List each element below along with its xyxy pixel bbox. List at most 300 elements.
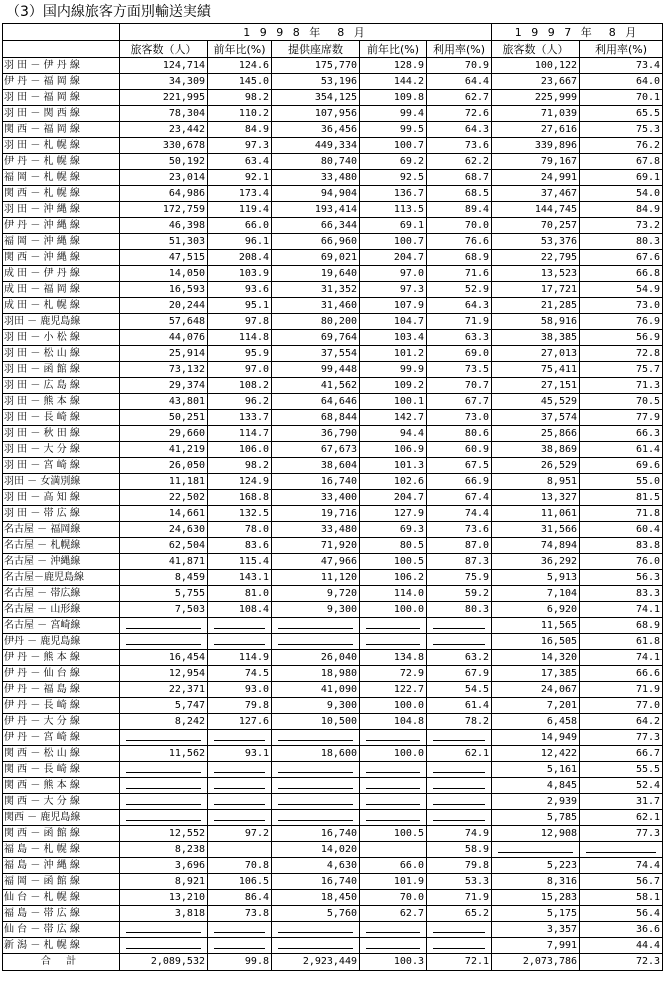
cell-load-factor-1997: 36.6 xyxy=(580,922,663,938)
empty-cell xyxy=(360,938,427,954)
cell-passengers-1997: 14,320 xyxy=(492,650,580,666)
cell-seats: 31,352 xyxy=(272,282,360,298)
table-row xyxy=(3,842,663,858)
route-name: 伊 丹 － 宮 崎 線 xyxy=(3,730,120,746)
route-name: 羽 田 － 札 幌 線 xyxy=(3,138,120,154)
cell-yoy-seats: 134.8 xyxy=(360,650,427,666)
cell-yoy-passengers: 143.1 xyxy=(208,570,272,586)
cell-load-factor-1998: 87.0 xyxy=(427,538,492,554)
cell-passengers-1998: 16,454 xyxy=(120,650,208,666)
cell-yoy-seats: 204.7 xyxy=(360,250,427,266)
cell-load-factor-1998: 71.9 xyxy=(427,314,492,330)
cell-yoy-seats: 104.7 xyxy=(360,314,427,330)
route-name: 関 西 － 長 崎 線 xyxy=(3,762,120,778)
cell-passengers-1998: 12,954 xyxy=(120,666,208,682)
route-name: 羽 田 － 長 崎 線 xyxy=(3,410,120,426)
cell-passengers-1997: 17,385 xyxy=(492,666,580,682)
table-row xyxy=(3,362,663,378)
cell-passengers-1997: 38,385 xyxy=(492,330,580,346)
cell-seats: 16,740 xyxy=(272,474,360,490)
cell-seats: 71,920 xyxy=(272,538,360,554)
cell-yoy-seats: 66.0 xyxy=(360,858,427,874)
cell-load-factor-1997: 68.9 xyxy=(580,618,663,634)
route-name: 羽 田 － 秋 田 線 xyxy=(3,426,120,442)
empty-cell xyxy=(360,794,427,810)
route-name: 福 岡 － 沖 縄 線 xyxy=(3,234,120,250)
cell-passengers-1997: 74,894 xyxy=(492,538,580,554)
table-row xyxy=(3,650,663,666)
cell-yoy-passengers: 78.0 xyxy=(208,522,272,538)
cell-load-factor-1998: 58.9 xyxy=(427,842,492,858)
cell-load-factor-1997: 64.2 xyxy=(580,714,663,730)
empty-cell xyxy=(427,634,492,650)
cell-load-factor-1998: 74.4 xyxy=(427,506,492,522)
cell-yoy-seats: 113.5 xyxy=(360,202,427,218)
table-row xyxy=(3,778,663,794)
route-name: 福 島 － 札 幌 線 xyxy=(3,842,120,858)
table-row xyxy=(3,250,663,266)
cell-seats: 18,450 xyxy=(272,890,360,906)
route-name: 羽 田 － 広 島 線 xyxy=(3,378,120,394)
table-row xyxy=(3,874,663,890)
cell-yoy-seats: 101.9 xyxy=(360,874,427,890)
cell-yoy-passengers: 108.4 xyxy=(208,602,272,618)
route-name: 名古屋 － 山形線 xyxy=(3,602,120,618)
route-name: 羽 田 － 大 分 線 xyxy=(3,442,120,458)
cell-passengers-1998: 11,181 xyxy=(120,474,208,490)
cell-passengers-1998: 22,371 xyxy=(120,682,208,698)
cell-passengers-1998: 44,076 xyxy=(120,330,208,346)
table-row xyxy=(3,938,663,954)
cell-seats: 99,448 xyxy=(272,362,360,378)
cell-yoy-passengers: 93.0 xyxy=(208,682,272,698)
table-row xyxy=(3,666,663,682)
table-row xyxy=(3,522,663,538)
cell-seats: 175,770 xyxy=(272,58,360,74)
cell-load-factor-1998: 75.9 xyxy=(427,570,492,586)
cell-passengers-1997: 6,920 xyxy=(492,602,580,618)
cell-load-factor-1998: 71.9 xyxy=(427,890,492,906)
cell-yoy-seats: 122.7 xyxy=(360,682,427,698)
cell-yoy-seats: 97.3 xyxy=(360,282,427,298)
cell-passengers-1997: 5,223 xyxy=(492,858,580,874)
cell-load-factor-1998: 52.9 xyxy=(427,282,492,298)
cell-load-factor-1997: 75.7 xyxy=(580,362,663,378)
route-header-cell xyxy=(3,24,120,41)
cell-yoy-passengers: 132.5 xyxy=(208,506,272,522)
cell-passengers-1997: 14,949 xyxy=(492,730,580,746)
cell-passengers-1998: 14,661 xyxy=(120,506,208,522)
cell-yoy-seats: 106.2 xyxy=(360,570,427,586)
empty-cell xyxy=(120,794,208,810)
cell-passengers-1998: 2,089,532 xyxy=(120,954,208,971)
cell-seats: 33,480 xyxy=(272,170,360,186)
cell-yoy-seats: 100.0 xyxy=(360,698,427,714)
cell-passengers-1998: 64,986 xyxy=(120,186,208,202)
cell-yoy-passengers: 124.6 xyxy=(208,58,272,74)
table-body xyxy=(3,58,663,971)
table-row xyxy=(3,266,663,282)
cell-yoy-seats: 100.7 xyxy=(360,138,427,154)
cell-seats: 33,480 xyxy=(272,522,360,538)
cell-load-factor-1997: 54.9 xyxy=(580,282,663,298)
cell-yoy-seats: 69.2 xyxy=(360,154,427,170)
cell-seats: 41,090 xyxy=(272,682,360,698)
table-row xyxy=(3,378,663,394)
cell-yoy-seats: 100.0 xyxy=(360,746,427,762)
empty-cell xyxy=(360,730,427,746)
cell-seats: 9,720 xyxy=(272,586,360,602)
table-row xyxy=(3,74,663,90)
cell-load-factor-1997: 74.4 xyxy=(580,858,663,874)
empty-cell xyxy=(120,618,208,634)
cell-passengers-1997: 27,616 xyxy=(492,122,580,138)
cell-passengers-1997: 8,951 xyxy=(492,474,580,490)
cell-load-factor-1998: 70.9 xyxy=(427,58,492,74)
empty-cell xyxy=(208,810,272,826)
cell-passengers-1997: 12,908 xyxy=(492,826,580,842)
table-row xyxy=(3,554,663,570)
route-name: 伊 丹 － 大 分 線 xyxy=(3,714,120,730)
cell-seats: 11,120 xyxy=(272,570,360,586)
cell-passengers-1998: 8,921 xyxy=(120,874,208,890)
cell-load-factor-1997: 74.1 xyxy=(580,650,663,666)
cell-yoy-passengers: 103.9 xyxy=(208,266,272,282)
cell-passengers-1998: 34,309 xyxy=(120,74,208,90)
route-name: 伊 丹 － 札 幌 線 xyxy=(3,154,120,170)
table-row xyxy=(3,426,663,442)
cell-passengers-1997: 38,869 xyxy=(492,442,580,458)
cell-seats: 80,200 xyxy=(272,314,360,330)
cell-passengers-1997: 225,999 xyxy=(492,90,580,106)
cell-yoy-passengers: 66.0 xyxy=(208,218,272,234)
cell-passengers-1998: 29,374 xyxy=(120,378,208,394)
cell-load-factor-1998: 63.3 xyxy=(427,330,492,346)
table-row xyxy=(3,586,663,602)
cell-passengers-1998: 41,871 xyxy=(120,554,208,570)
table-row xyxy=(3,794,663,810)
cell-yoy-passengers: 98.2 xyxy=(208,458,272,474)
cell-passengers-1998: 16,593 xyxy=(120,282,208,298)
cell-yoy-passengers: 63.4 xyxy=(208,154,272,170)
col-header-passengers-1998: 旅客数（人） xyxy=(120,41,208,58)
cell-passengers-1998: 22,502 xyxy=(120,490,208,506)
cell-yoy-passengers: 97.2 xyxy=(208,826,272,842)
cell-yoy-seats: 80.5 xyxy=(360,538,427,554)
cell-yoy-seats: 94.4 xyxy=(360,426,427,442)
cell-yoy-seats: 100.3 xyxy=(360,954,427,971)
empty-cell xyxy=(120,778,208,794)
cell-passengers-1997: 45,529 xyxy=(492,394,580,410)
col-header-yoy-seats: 前年比(%) xyxy=(360,41,427,58)
route-name: 伊 丹 － 熊 本 線 xyxy=(3,650,120,666)
cell-passengers-1997: 4,845 xyxy=(492,778,580,794)
cell-passengers-1998: 13,210 xyxy=(120,890,208,906)
route-name: 関西 － 鹿児島線 xyxy=(3,810,120,826)
route-name: 成 田 － 伊 丹 線 xyxy=(3,266,120,282)
cell-load-factor-1998: 87.3 xyxy=(427,554,492,570)
route-name: 関 西 － 札 幌 線 xyxy=(3,186,120,202)
cell-load-factor-1997: 70.5 xyxy=(580,394,663,410)
cell-yoy-passengers: 95.1 xyxy=(208,298,272,314)
cell-load-factor-1998: 67.9 xyxy=(427,666,492,682)
cell-passengers-1997: 21,285 xyxy=(492,298,580,314)
cell-load-factor-1997: 44.4 xyxy=(580,938,663,954)
cell-yoy-passengers: 93.6 xyxy=(208,282,272,298)
cell-yoy-seats: 99.9 xyxy=(360,362,427,378)
cell-load-factor-1998: 62.7 xyxy=(427,90,492,106)
cell-yoy-seats: 104.8 xyxy=(360,714,427,730)
col-header-passengers-1997: 旅客数（人） xyxy=(492,41,580,58)
cell-yoy-seats: 103.4 xyxy=(360,330,427,346)
cell-load-factor-1997: 70.1 xyxy=(580,90,663,106)
cell-load-factor-1997: 83.8 xyxy=(580,538,663,554)
cell-seats: 18,980 xyxy=(272,666,360,682)
cell-load-factor-1997: 56.3 xyxy=(580,570,663,586)
cell-passengers-1998: 62,504 xyxy=(120,538,208,554)
cell-yoy-seats: 92.5 xyxy=(360,170,427,186)
cell-load-factor-1997: 56.7 xyxy=(580,874,663,890)
cell-yoy-seats: 100.1 xyxy=(360,394,427,410)
table-row xyxy=(3,906,663,922)
cell-load-factor-1997: 69.6 xyxy=(580,458,663,474)
cell-passengers-1997: 17,721 xyxy=(492,282,580,298)
cell-passengers-1997: 13,327 xyxy=(492,490,580,506)
cell-yoy-seats: 128.9 xyxy=(360,58,427,74)
cell-yoy-passengers: 86.4 xyxy=(208,890,272,906)
table-row xyxy=(3,154,663,170)
empty-cell xyxy=(427,618,492,634)
cell-load-factor-1998: 73.6 xyxy=(427,138,492,154)
cell-load-factor-1997: 65.5 xyxy=(580,106,663,122)
empty-cell xyxy=(272,922,360,938)
route-name: 名古屋 － 沖縄線 xyxy=(3,554,120,570)
cell-load-factor-1998: 68.9 xyxy=(427,250,492,266)
cell-load-factor-1997: 77.3 xyxy=(580,826,663,842)
cell-passengers-1998: 26,050 xyxy=(120,458,208,474)
cell-yoy-seats: 204.7 xyxy=(360,490,427,506)
cell-passengers-1997: 5,161 xyxy=(492,762,580,778)
route-name: 羽 田 － 小 松 線 xyxy=(3,330,120,346)
route-name: 羽 田 － 沖 縄 線 xyxy=(3,202,120,218)
route-name: 羽 田 － 高 知 線 xyxy=(3,490,120,506)
empty-cell xyxy=(427,922,492,938)
cell-passengers-1997: 31,566 xyxy=(492,522,580,538)
cell-passengers-1998: 330,678 xyxy=(120,138,208,154)
table-row xyxy=(3,490,663,506)
cell-seats: 53,196 xyxy=(272,74,360,90)
empty-cell xyxy=(208,842,272,858)
cell-passengers-1997: 27,151 xyxy=(492,378,580,394)
cell-load-factor-1998: 71.6 xyxy=(427,266,492,282)
cell-load-factor-1998: 79.8 xyxy=(427,858,492,874)
cell-yoy-passengers: 98.2 xyxy=(208,90,272,106)
route-name: 名古屋 － 帯広線 xyxy=(3,586,120,602)
cell-load-factor-1998: 64.3 xyxy=(427,298,492,314)
cell-yoy-seats: 100.5 xyxy=(360,826,427,842)
table-row xyxy=(3,714,663,730)
cell-yoy-seats: 101.3 xyxy=(360,458,427,474)
cell-yoy-seats: 100.0 xyxy=(360,602,427,618)
cell-yoy-seats: 69.3 xyxy=(360,522,427,538)
cell-seats: 4,630 xyxy=(272,858,360,874)
cell-load-factor-1998: 80.6 xyxy=(427,426,492,442)
cell-passengers-1998: 8,238 xyxy=(120,842,208,858)
route-name: 関 西 － 大 分 線 xyxy=(3,794,120,810)
cell-yoy-passengers: 84.9 xyxy=(208,122,272,138)
empty-cell xyxy=(208,938,272,954)
empty-cell xyxy=(427,730,492,746)
cell-passengers-1998: 12,552 xyxy=(120,826,208,842)
cell-seats: 193,414 xyxy=(272,202,360,218)
cell-load-factor-1998: 64.3 xyxy=(427,122,492,138)
cell-passengers-1997: 58,916 xyxy=(492,314,580,330)
cell-load-factor-1998: 64.4 xyxy=(427,74,492,90)
cell-yoy-passengers: 114.9 xyxy=(208,650,272,666)
cell-load-factor-1998: 74.9 xyxy=(427,826,492,842)
table-row xyxy=(3,394,663,410)
cell-load-factor-1998: 72.1 xyxy=(427,954,492,971)
cell-passengers-1998: 78,304 xyxy=(120,106,208,122)
cell-load-factor-1997: 71.9 xyxy=(580,682,663,698)
route-name: 羽田 － 女満別線 xyxy=(3,474,120,490)
cell-passengers-1998: 124,714 xyxy=(120,58,208,74)
route-name: 新 潟 － 札 幌 線 xyxy=(3,938,120,954)
empty-cell xyxy=(208,618,272,634)
table-row xyxy=(3,106,663,122)
empty-cell xyxy=(272,810,360,826)
table-row xyxy=(3,202,663,218)
cell-passengers-1997: 7,201 xyxy=(492,698,580,714)
route-name: 羽 田 － 熊 本 線 xyxy=(3,394,120,410)
cell-passengers-1997: 22,795 xyxy=(492,250,580,266)
cell-load-factor-1998: 59.2 xyxy=(427,586,492,602)
cell-passengers-1997: 5,913 xyxy=(492,570,580,586)
cell-passengers-1998: 20,244 xyxy=(120,298,208,314)
cell-passengers-1997: 26,529 xyxy=(492,458,580,474)
cell-seats: 19,640 xyxy=(272,266,360,282)
cell-yoy-passengers: 95.9 xyxy=(208,346,272,362)
cell-load-factor-1997: 72.8 xyxy=(580,346,663,362)
cell-seats: 16,740 xyxy=(272,874,360,890)
cell-seats: 10,500 xyxy=(272,714,360,730)
cell-yoy-passengers: 97.8 xyxy=(208,314,272,330)
empty-cell xyxy=(360,778,427,794)
cell-load-factor-1997: 71.3 xyxy=(580,378,663,394)
cell-yoy-seats: 109.8 xyxy=(360,90,427,106)
cell-load-factor-1998: 70.7 xyxy=(427,378,492,394)
cell-yoy-passengers: 114.8 xyxy=(208,330,272,346)
cell-yoy-seats: 127.9 xyxy=(360,506,427,522)
empty-cell xyxy=(360,922,427,938)
cell-passengers-1997: 11,061 xyxy=(492,506,580,522)
cell-passengers-1997: 75,411 xyxy=(492,362,580,378)
header-1998: 1 9 9 8 年 8 月 xyxy=(120,24,492,41)
cell-load-factor-1997: 77.0 xyxy=(580,698,663,714)
empty-cell xyxy=(120,938,208,954)
route-name: 伊 丹 － 福 岡 線 xyxy=(3,74,120,90)
cell-load-factor-1997: 61.8 xyxy=(580,634,663,650)
cell-load-factor-1997: 56.4 xyxy=(580,906,663,922)
cell-yoy-seats: 101.2 xyxy=(360,346,427,362)
cell-yoy-seats: 114.0 xyxy=(360,586,427,602)
cell-load-factor-1998: 89.4 xyxy=(427,202,492,218)
cell-seats: 2,923,449 xyxy=(272,954,360,971)
cell-passengers-1998: 24,630 xyxy=(120,522,208,538)
cell-yoy-seats: 142.7 xyxy=(360,410,427,426)
table-row xyxy=(3,458,663,474)
cell-passengers-1998: 47,515 xyxy=(120,250,208,266)
cell-yoy-passengers: 74.5 xyxy=(208,666,272,682)
table-row xyxy=(3,330,663,346)
route-name: 福 岡 － 函 館 線 xyxy=(3,874,120,890)
cell-passengers-1998: 11,562 xyxy=(120,746,208,762)
empty-cell xyxy=(360,810,427,826)
total-label: 合 計 xyxy=(3,954,120,971)
route-name: 関 西 － 函 館 線 xyxy=(3,826,120,842)
cell-seats: 68,844 xyxy=(272,410,360,426)
table-row xyxy=(3,570,663,586)
route-name: 成 田 － 札 幌 線 xyxy=(3,298,120,314)
route-name: 伊丹 － 鹿児島線 xyxy=(3,634,120,650)
table-row xyxy=(3,858,663,874)
cell-yoy-seats: 62.7 xyxy=(360,906,427,922)
empty-cell xyxy=(492,842,580,858)
col-header-load-factor-1998: 利用率(%) xyxy=(427,41,492,58)
cell-seats: 31,460 xyxy=(272,298,360,314)
cell-load-factor-1997: 67.6 xyxy=(580,250,663,266)
table-row xyxy=(3,810,663,826)
cell-passengers-1998: 73,132 xyxy=(120,362,208,378)
route-name: 伊 丹 － 長 崎 線 xyxy=(3,698,120,714)
cell-passengers-1998: 43,801 xyxy=(120,394,208,410)
cell-yoy-seats: 70.0 xyxy=(360,890,427,906)
route-name: 名古屋 － 福岡線 xyxy=(3,522,120,538)
table-row xyxy=(3,314,663,330)
route-name: 羽 田 － 帯 広 線 xyxy=(3,506,120,522)
empty-cell xyxy=(272,634,360,650)
table-row xyxy=(3,138,663,154)
cell-load-factor-1997: 58.1 xyxy=(580,890,663,906)
empty-cell xyxy=(120,810,208,826)
cell-yoy-passengers: 108.2 xyxy=(208,378,272,394)
cell-seats: 26,040 xyxy=(272,650,360,666)
cell-load-factor-1997: 76.0 xyxy=(580,554,663,570)
cell-seats: 33,400 xyxy=(272,490,360,506)
cell-seats: 36,456 xyxy=(272,122,360,138)
total-row xyxy=(3,954,663,971)
cell-load-factor-1998: 76.6 xyxy=(427,234,492,250)
cell-seats: 66,960 xyxy=(272,234,360,250)
empty-cell xyxy=(208,730,272,746)
cell-load-factor-1997: 69.1 xyxy=(580,170,663,186)
empty-cell xyxy=(360,842,427,858)
empty-cell xyxy=(120,634,208,650)
cell-seats: 18,600 xyxy=(272,746,360,762)
route-name: 名古屋－鹿児島線 xyxy=(3,570,120,586)
empty-cell xyxy=(208,762,272,778)
route-name: 成 田 － 福 岡 線 xyxy=(3,282,120,298)
cell-yoy-seats: 97.0 xyxy=(360,266,427,282)
empty-cell xyxy=(120,730,208,746)
cell-seats: 9,300 xyxy=(272,698,360,714)
cell-yoy-passengers: 106.0 xyxy=(208,442,272,458)
cell-seats: 80,740 xyxy=(272,154,360,170)
cell-load-factor-1998: 70.0 xyxy=(427,218,492,234)
cell-load-factor-1998: 67.4 xyxy=(427,490,492,506)
cell-passengers-1997: 5,785 xyxy=(492,810,580,826)
cell-load-factor-1998: 61.4 xyxy=(427,698,492,714)
